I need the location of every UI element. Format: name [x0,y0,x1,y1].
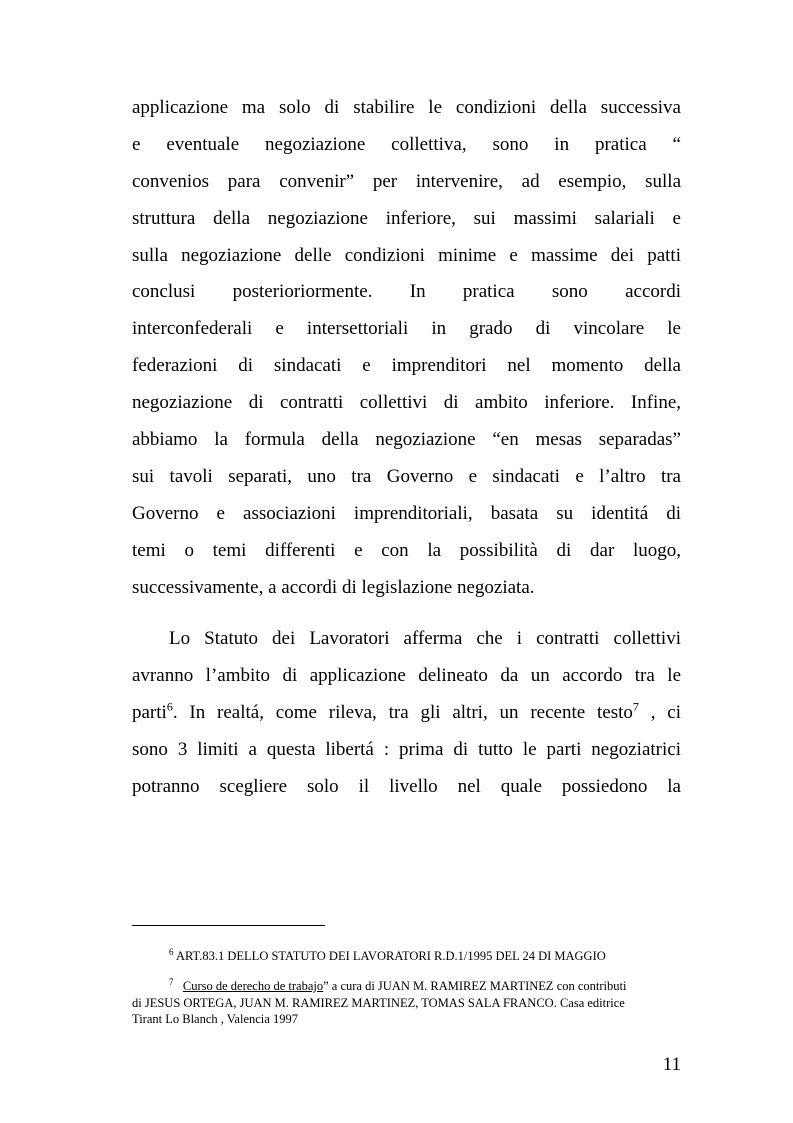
text-line: sui tavoli separati, uno tra Governo e sindacati e l’altro tra [132,465,681,487]
text-line: sono 3 limiti a questa libertá : prima di tutto le parti negoziatrici [132,738,681,760]
text-line: convenios para convenir” per intervenire, ad esempio, sulla [132,170,681,192]
footnote-6 [132,948,681,965]
paragraph-1 [132,90,681,606]
footnote-number: 7 [169,976,174,987]
text-line: avranno l’ambito di applicazione delineato da un accordo tra le [132,664,681,686]
text-line: interconfederali e intersettoriali in grado di vincolare le [132,318,681,340]
text-line: successivamente, a accordi di legislazione negoziata. [132,576,535,598]
text-line: e eventuale negoziazione collettiva, sono in pratica “ [132,133,681,155]
book-title: Curso de derecho de trabajo [182,979,324,993]
footnote-line: Tirant Lo Blanch , Valencia 1997 [132,1012,298,1026]
footnote-text: ” a cura di JUAN M. RAMIREZ MARTINEZ con contributi [323,979,627,993]
text-line: abbiamo la formula della negoziazione “en mesas separadas” [132,429,681,451]
text-line: Lo Statuto dei Lavoratori afferma che i contratti collettivi [169,628,681,649]
footnote-number: 6 [169,946,174,957]
text-line: temi o temi differenti e con la possibilità di dar luogo, [132,539,681,561]
text-line: struttura della negoziazione inferiore, sui massimi salariali e [132,207,681,229]
footnote-ref-7[interactable]: 7 [632,699,639,714]
text-line: sulla negoziazione delle condizioni minime e massime dei patti [132,244,681,266]
paragraph-2 [132,621,681,805]
text-fragment: parti [132,701,167,723]
footnote-divider [132,925,325,926]
text-fragment: . In realtá, come rileva, tra gli altri, un recente testo [172,701,633,723]
text-fragment: , ci [638,701,681,723]
footnote-text: ART.83.1 DELLO STATUTO DEI LAVORATORI R.D.1/1995 DEL 24 DI MAGGIO [175,949,606,963]
footnote-ref-6[interactable]: 6 [166,699,173,714]
page-number: 11 [662,1054,681,1075]
footnote-line [132,978,681,995]
text-line: negoziazione di contratti collettivi di ambito inferiore. Infine, [132,392,681,414]
footnote-7 [132,978,681,1028]
text-line: applicazione ma solo di stabilire le condizioni della successiva [132,97,681,118]
text-line-with-refs [132,695,681,732]
text-line: conclusi posterioriormente. In pratica sono accordi [132,281,681,303]
footnote-line [132,948,681,965]
footnote-line: di JESUS ORTEGA, JUAN M. RAMIREZ MARTINEZ, TOMAS SALA FRANCO. Casa editrice [132,995,625,1010]
text-line: potranno scegliere solo il livello nel quale possiedono la [132,775,681,797]
text-line: Governo e associazioni imprenditoriali, basata su identitá di [132,502,681,524]
text-line: federazioni di sindacati e imprenditori nel momento della [132,355,681,377]
